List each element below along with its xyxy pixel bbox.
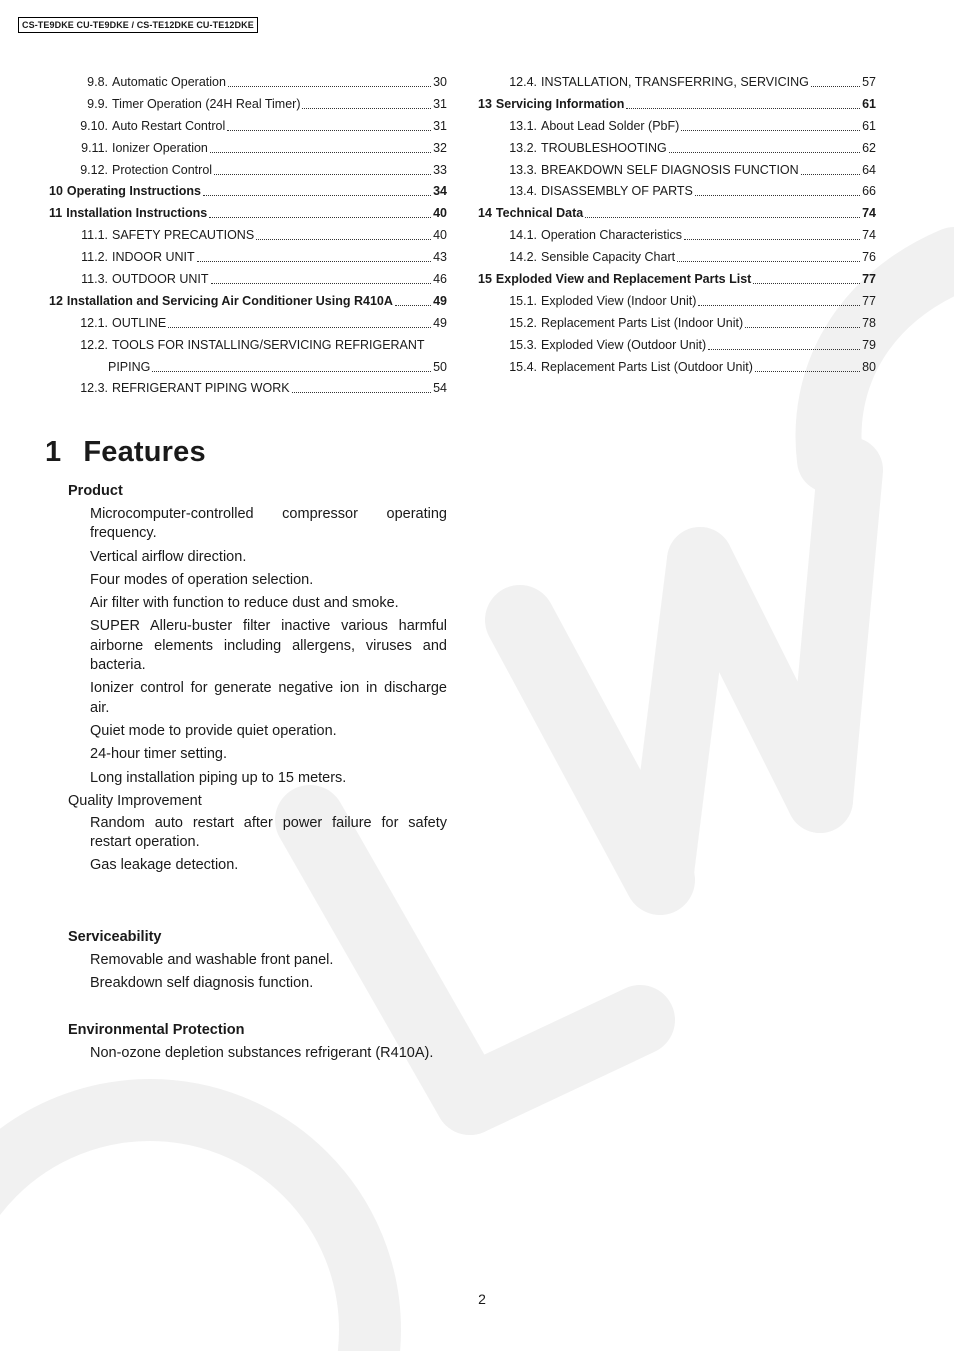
feature-item: SUPER Alleru-buster filter inactive various harmful airborne elements including allergens, viruses and bacteria. — [90, 618, 447, 674]
toc-entry-title: Exploded View and Replacement Parts List — [495, 272, 752, 287]
toc-entry-number: 15.4. — [509, 359, 537, 374]
toc-entry-number: 11.1. — [81, 228, 108, 243]
toc-entry-number: 11 — [49, 206, 63, 221]
toc-dot-leader — [669, 151, 860, 153]
feature-item: Breakdown self diagnosis function. — [90, 975, 314, 992]
toc-entry[interactable] — [49, 94, 447, 116]
toc-dot-leader — [168, 326, 431, 328]
toc-entry-page: 50 — [433, 359, 447, 374]
toc-entry[interactable] — [49, 269, 447, 291]
toc-entry-page: 54 — [433, 381, 447, 396]
feature-item: Air filter with function to reduce dust and smoke. — [90, 595, 399, 612]
toc-entry-title: Installation and Servicing Air Conditioner Using R410A — [66, 293, 393, 308]
toc-entry-page: 61 — [862, 118, 876, 133]
toc-entry-page: 61 — [862, 96, 876, 111]
toc-entry-page: 64 — [862, 162, 876, 177]
feature-item: Vertical airflow direction. — [90, 548, 247, 565]
toc-entry-number: 12.3. — [80, 381, 108, 396]
toc-entry-page: 66 — [862, 184, 876, 199]
toc-dot-leader — [745, 326, 860, 328]
feature-item: Microcomputer-controlled compressor operating frequency. — [90, 506, 447, 542]
toc-entry-number: 9.10. — [80, 118, 108, 133]
toc-entry-number: 13.1. — [509, 118, 537, 133]
toc-dot-leader — [708, 348, 860, 350]
toc-entry-title: Exploded View (Outdoor Unit) — [541, 337, 707, 352]
toc-dot-leader — [801, 173, 860, 175]
toc-entry[interactable] — [478, 181, 876, 203]
feature-item: Ionizer control for generate negative ion in discharge air. — [90, 680, 447, 716]
feature-item: Random auto restart after power failure for safety restart operation. — [90, 814, 447, 851]
section-title-text: Features — [83, 436, 206, 468]
toc-entry-title: About Lead Solder (PbF) — [541, 118, 680, 133]
toc-entry-number: 13.2. — [509, 140, 537, 155]
toc-entry-title: Installation Instructions — [66, 206, 208, 221]
toc-entry-title: Ionizer Operation — [112, 140, 208, 155]
toc-entry-number: 10 — [49, 184, 63, 199]
toc-entry-title: Operating Instructions — [66, 184, 201, 199]
toc-entry-page: 33 — [433, 162, 447, 177]
toc-entry-number: 15 — [478, 272, 492, 287]
toc-entry-page: 74 — [862, 206, 876, 221]
toc-dot-leader — [292, 391, 431, 393]
feature-item: 24-hour timer setting. — [90, 746, 228, 763]
toc-dot-leader — [677, 260, 860, 262]
toc-dot-leader — [695, 194, 860, 196]
toc-entry[interactable] — [49, 203, 447, 225]
toc-dot-leader — [203, 194, 431, 196]
toc-entry[interactable] — [478, 94, 876, 116]
toc-entry-page: 40 — [433, 206, 447, 221]
toc-dot-leader — [152, 370, 431, 372]
toc-entry-number: 12.2. — [80, 337, 108, 352]
feature-item: Long installation piping up to 15 meters. — [90, 769, 347, 786]
toc-entry[interactable] — [49, 181, 447, 203]
toc-entry-number: 13.4. — [509, 184, 537, 199]
toc-entry[interactable] — [478, 313, 876, 335]
toc-entry-page: 62 — [862, 140, 876, 155]
toc-entry-title: Automatic Operation — [112, 75, 226, 89]
toc-entry-number: 12.4. — [509, 75, 537, 89]
toc-entry-number: 9.11. — [81, 140, 108, 155]
toc-entry[interactable] — [478, 72, 876, 94]
toc-entry[interactable] — [478, 160, 876, 182]
feature-group-heading: Quality Improvement — [68, 792, 202, 809]
page-number: 2 — [478, 1291, 486, 1307]
toc-entry-title: Timer Operation (24H Real Timer) — [112, 96, 301, 111]
toc-dot-leader — [302, 107, 431, 109]
toc-entry-title: SAFETY PRECAUTIONS — [112, 228, 255, 243]
toc-dot-leader — [755, 370, 860, 372]
toc-entry-page: 31 — [433, 118, 447, 133]
toc-dot-leader — [626, 107, 860, 109]
feature-item: Removable and washable front panel. — [90, 951, 334, 968]
toc-entry[interactable] — [49, 72, 447, 94]
toc-entry[interactable] — [49, 160, 447, 182]
toc-entry-title: OUTDOOR UNIT — [112, 272, 209, 287]
toc-entry[interactable] — [49, 225, 447, 247]
toc-entry[interactable] — [478, 291, 876, 313]
toc-entry[interactable] — [49, 116, 447, 138]
toc-dot-leader — [209, 216, 431, 218]
toc-dot-leader — [811, 85, 860, 87]
toc-entry-page: 34 — [433, 184, 447, 199]
toc-entry[interactable] — [49, 335, 447, 357]
toc-entry-number: 13.3. — [509, 162, 537, 177]
toc-entry-page: 78 — [862, 315, 876, 330]
toc-entry-page: 49 — [433, 293, 447, 308]
toc-entry[interactable] — [49, 291, 447, 313]
model-number-header: CS-TE9DKE CU-TE9DKE / CS-TE12DKE CU-TE12DKE — [18, 17, 258, 33]
toc-entry-title: Technical Data — [495, 206, 584, 221]
toc-entry-number: 11.2. — [81, 250, 108, 265]
toc-entry-page: 77 — [862, 272, 876, 287]
toc-entry-number: 13 — [478, 96, 492, 111]
toc-dot-leader — [753, 282, 860, 284]
toc-entry-page: 46 — [433, 272, 447, 287]
toc-entry-page: 30 — [433, 75, 447, 89]
toc-entry-title: INDOOR UNIT — [112, 250, 195, 265]
toc-entry-page: 43 — [433, 250, 447, 265]
toc-entry[interactable] — [478, 116, 876, 138]
feature-group-heading: Product — [68, 483, 123, 499]
toc-dot-leader — [211, 282, 431, 284]
toc-entry[interactable] — [49, 313, 447, 335]
toc-entry-page: 31 — [433, 96, 447, 111]
toc-entry-page: 80 — [862, 359, 876, 374]
toc-entry-title: Auto Restart Control — [112, 118, 226, 133]
toc-entry[interactable] — [49, 138, 447, 160]
toc-entry[interactable] — [478, 269, 876, 291]
toc-entry-title: Exploded View (Indoor Unit) — [541, 293, 697, 308]
toc-entry[interactable] — [49, 378, 447, 400]
toc-entry[interactable] — [49, 247, 447, 269]
toc-entry-number: 14.1. — [509, 228, 537, 243]
feature-group-heading: Environmental Protection — [68, 1022, 245, 1039]
toc-entry-title: DISASSEMBLY OF PARTS — [541, 184, 693, 199]
toc-entry-page: 76 — [862, 250, 876, 265]
toc-entry-number: 12 — [49, 293, 63, 308]
features-list — [68, 482, 447, 1064]
toc-entry-title: TROUBLESHOOTING — [541, 140, 667, 155]
toc-entry-number: 9.8. — [87, 75, 108, 89]
toc-entry-number: 14 — [478, 206, 492, 221]
toc-entry-title: Servicing Information — [495, 96, 625, 111]
toc-entry[interactable] — [478, 138, 876, 160]
toc-dot-leader — [256, 238, 431, 240]
toc-entry[interactable] — [478, 203, 876, 225]
section-title — [45, 436, 206, 469]
toc-entry-page: 77 — [862, 293, 876, 308]
toc-dot-leader — [214, 173, 431, 175]
toc-entry-number: 9.9. — [87, 96, 108, 111]
section-number: 1 — [45, 436, 62, 468]
toc-dot-leader — [395, 304, 431, 306]
toc-entry-number: 15.2. — [509, 315, 537, 330]
toc-entry-title: BREAKDOWN SELF DIAGNOSIS FUNCTION — [541, 162, 799, 177]
toc-dot-leader — [227, 129, 431, 131]
feature-group-heading: Serviceability — [68, 928, 162, 945]
toc-entry[interactable] — [478, 247, 876, 269]
toc-entry-title: Replacement Parts List (Indoor Unit) — [541, 315, 744, 330]
toc-entry[interactable] — [478, 335, 876, 357]
toc-entry-page: 40 — [433, 228, 447, 243]
toc-entry-continuation[interactable] — [49, 357, 447, 379]
table-of-contents-left — [49, 72, 447, 400]
toc-dot-leader — [210, 151, 431, 153]
toc-entry[interactable] — [478, 225, 876, 247]
toc-entry-title-continued: PIPING — [108, 359, 151, 374]
feature-item: Gas leakage detection. — [90, 857, 239, 874]
toc-entry[interactable] — [478, 357, 876, 379]
toc-entry-page: 32 — [433, 140, 447, 155]
toc-entry-title: Sensible Capacity Chart — [541, 250, 676, 265]
toc-entry-title: Replacement Parts List (Outdoor Unit) — [541, 359, 753, 374]
toc-dot-leader — [228, 85, 431, 87]
toc-entry-number: 11.3. — [81, 272, 108, 287]
toc-entry-number: 9.12. — [80, 162, 108, 177]
toc-entry-title: Operation Characteristics — [541, 228, 683, 243]
feature-item: Four modes of operation selection. — [90, 571, 314, 588]
feature-item: Quiet mode to provide quiet operation. — [90, 722, 337, 739]
toc-entry-number: 15.3. — [509, 337, 537, 352]
toc-dot-leader — [585, 216, 860, 218]
toc-dot-leader — [197, 260, 431, 262]
toc-entry-page: 49 — [433, 315, 447, 330]
toc-entry-number: 14.2. — [509, 250, 537, 265]
toc-entry-title: INSTALLATION, TRANSFERRING, SERVICING — [541, 75, 809, 89]
toc-entry-title: Protection Control — [112, 162, 213, 177]
toc-entry-page: 74 — [862, 228, 876, 243]
toc-entry-page: 79 — [862, 337, 876, 352]
toc-entry-title: TOOLS FOR INSTALLING/SERVICING REFRIGERANT — [112, 337, 425, 352]
toc-entry-title: REFRIGERANT PIPING WORK — [112, 381, 290, 396]
toc-entry-number: 12.1. — [80, 315, 108, 330]
toc-entry-page: 57 — [862, 75, 876, 89]
toc-entry-number: 15.1. — [509, 293, 537, 308]
toc-dot-leader — [684, 238, 860, 240]
table-of-contents-right — [478, 72, 876, 378]
feature-item: Non-ozone depletion substances refrigerant (R410A). — [90, 1045, 434, 1062]
toc-dot-leader — [681, 129, 860, 131]
toc-entry-title: OUTLINE — [112, 315, 167, 330]
toc-dot-leader — [698, 304, 860, 306]
